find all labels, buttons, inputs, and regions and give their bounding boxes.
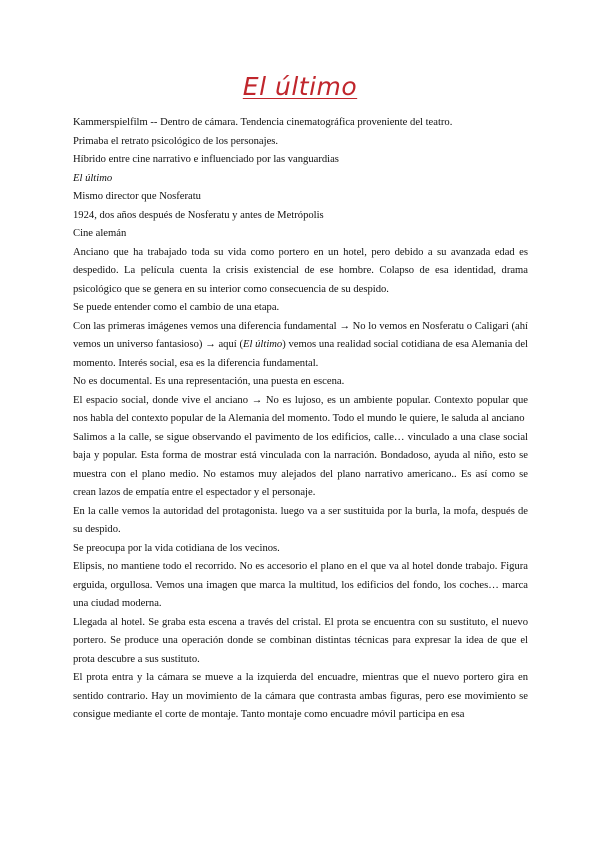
paragraph-text: Con las primeras imágenes vemos una diferencia fundamental <box>73 320 337 332</box>
paragraph: Salimos a la calle, se sigue observando el pavimento de los edificios, calle… vinculado a una clase social baja y popular. Esta forma de mostrar está vinculada con la narración. Bondadoso, ayuda al niño, esto se muestra con el plano medio. No estamos muy alejados del plano narrativo americano.. Es así como se crean lazos de empatía entre el espectador y el personaje. <box>73 431 528 498</box>
paragraph-text: ) vemos una realidad social cotidiana de esa Alemania del momento. Interés social, esa es la diferencia fundamental. <box>73 339 528 369</box>
paragraph-text: No lo vemos en Nosferatu o Caligari (ahí vemos un universo fantasioso) <box>73 320 528 350</box>
text-line: Mismo director que Nosferatu <box>73 191 201 202</box>
paragraph <box>73 318 528 374</box>
arrow-icon: → <box>205 339 216 350</box>
document-body <box>73 114 528 725</box>
paragraph <box>73 392 528 429</box>
paragraph: No es documental. Es una representación, una puesta en escena. <box>73 376 345 387</box>
paragraph: Se preocupa por la vida cotidiana de los vecinos. <box>73 542 280 554</box>
paragraph: En la calle vemos la autoridad del protagonista. luego va a ser sustituida por la burla, la mofa, después de su despido. <box>73 505 528 535</box>
film-title-line: El último <box>73 172 113 184</box>
paragraph: Elipsis, no mantiene todo el recorrido. No es accesorio el plano en el que va al hotel donde trabajo. Figura erguida, orgullosa. Vemos una imagen que marca la multitud, los edificios del fondo, los coches… marca una ciudad moderna. <box>73 561 528 609</box>
paragraph-text: aquí ( <box>218 339 243 350</box>
film-title: El último <box>242 339 283 350</box>
text-line: Híbrido entre cine narrativo e influenciado por las vanguardias <box>73 154 339 165</box>
paragraph: Se puede entender como el cambio de una etapa. <box>73 302 280 313</box>
paragraph: El prota entra y la cámara se mueve a la izquierda del encuadre, mientras que el nuevo portero gira en sentido contrario. Hay un movimiento de la cámara que contrasta ambas figuras, pero ese movimiento se consigue mediante el corte de montaje. Tanto montaje como encuadre móvil participa en esa <box>73 672 528 720</box>
page-title: El último <box>242 72 358 101</box>
text-line: 1924, dos años después de Nosferatu y antes de Metrópolis <box>73 209 324 221</box>
paragraph: Anciano que ha trabajado toda su vida como portero en un hotel, pero debido a su avanzada edad es despedido. La película cuenta la crisis existencial de ese hombre. Colapso de esa identidad, drama psicológico que se genera en su interior como consecuencia de su despido. <box>73 246 528 295</box>
paragraph: Llegada al hotel. Se graba esta escena a través del cristal. El prota se encuentra con su sustituto, el nuevo portero. Se produce una operación donde se combinan distintas técnicas para expresar la idea de que el prota descubre a sus sustituto. <box>73 616 528 665</box>
arrow-icon: → <box>339 320 350 332</box>
paragraph-text: No es lujoso, es un ambiente popular. Contexto popular que nos habla del contexto popular de la Alemania del momento. Todo el mundo le quiere, le saluda al anciano <box>73 394 529 424</box>
text-line: Kammerspielfilm -- Dentro de cámara. Tendencia cinematográfica proveniente del teatro. <box>73 117 453 128</box>
paragraph-text: El espacio social, donde vive el anciano <box>73 394 249 406</box>
arrow-icon: → <box>251 394 263 406</box>
text-line: Primaba el retrato psicológico de los personajes. <box>73 135 279 147</box>
text-line: Cine alemán <box>73 228 127 239</box>
